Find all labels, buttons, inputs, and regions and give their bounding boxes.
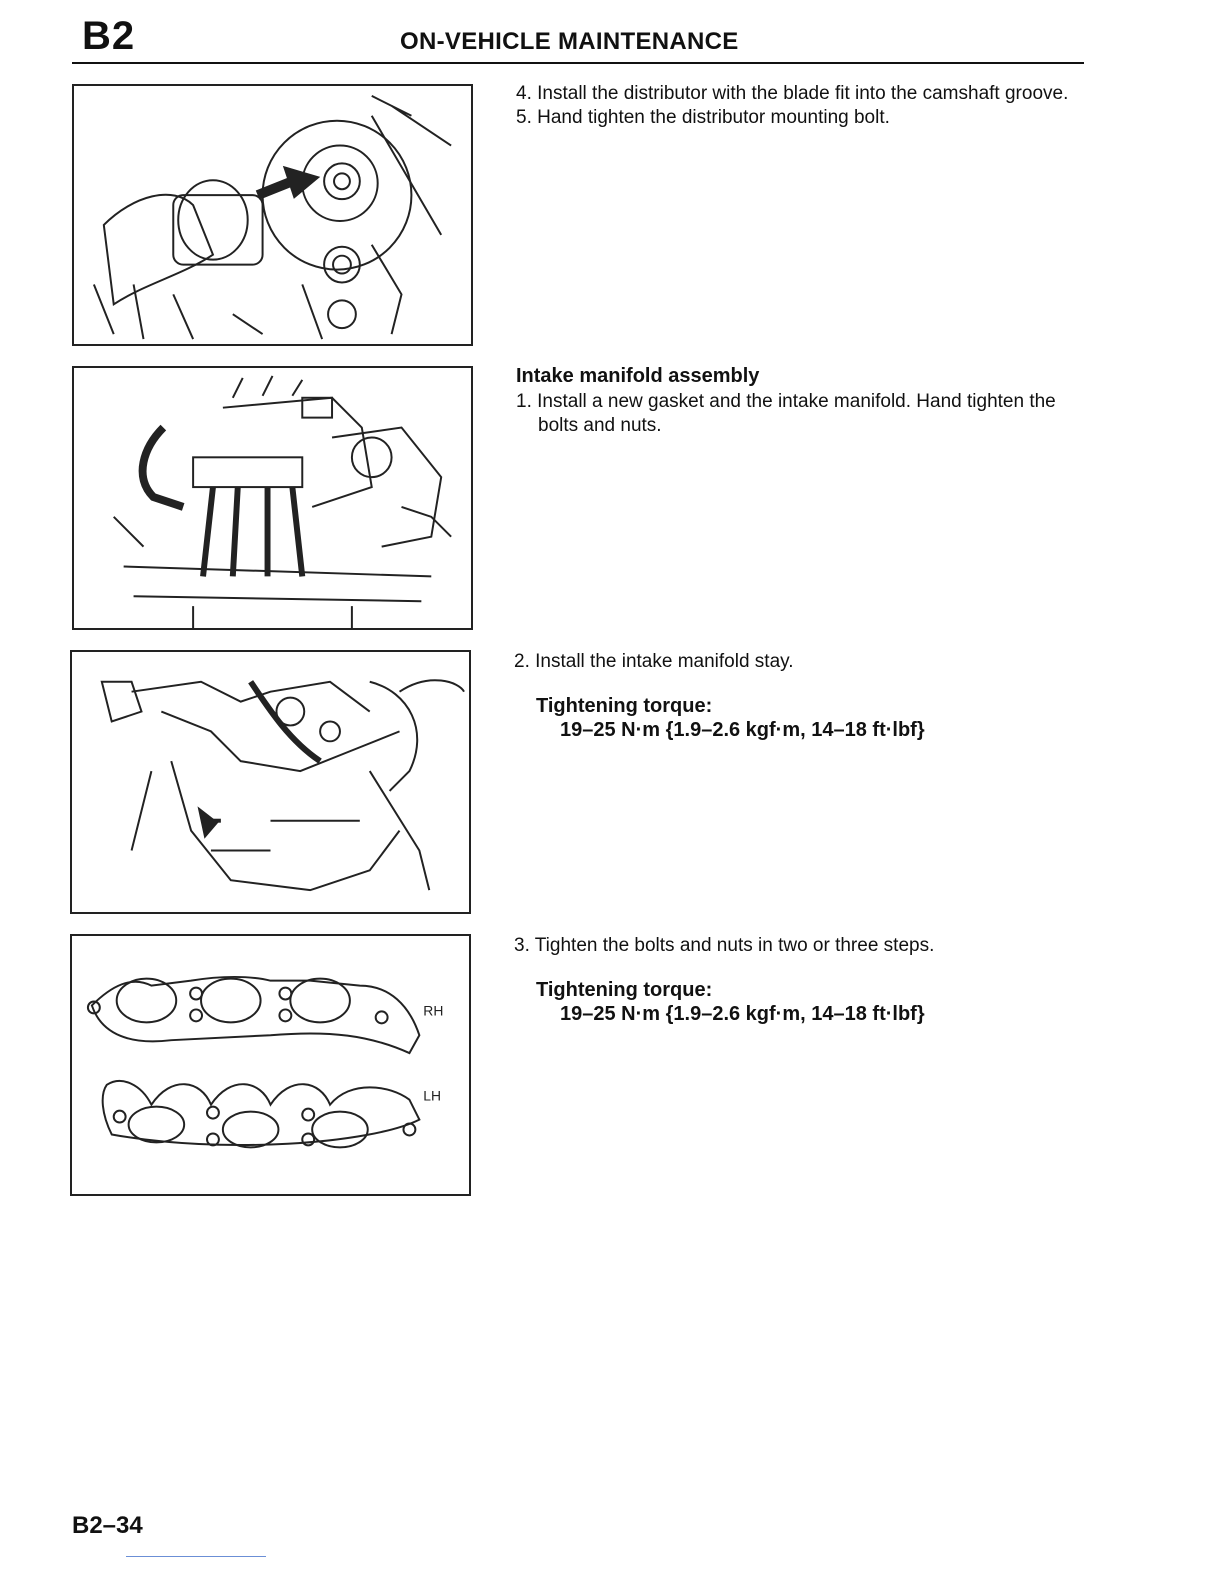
torque-label: Tightening torque: — [536, 979, 713, 1001]
step-2: 2. Install the intake manifold stay. — [514, 651, 794, 672]
rh-label: RH — [423, 1002, 444, 1019]
intake-manifold-steps — [516, 364, 1096, 438]
tightening-steps — [514, 934, 1094, 1026]
gasket-tightening-figure — [70, 934, 471, 1196]
manifold-stay-steps — [514, 650, 1094, 742]
intake-manifold-figure — [72, 366, 473, 630]
torque-value: 19–25 N·m {1.9–2.6 kgf·m, 14–18 ft·lbf} — [560, 719, 925, 741]
page-number: B2–34 — [72, 1512, 143, 1539]
distributor-steps — [516, 82, 1096, 130]
lh-label: LH — [423, 1087, 442, 1104]
header-divider — [72, 62, 1084, 64]
page-title: ON-VEHICLE MAINTENANCE — [400, 28, 739, 55]
step-1: 1. Install a new gasket and the intake manifold. Hand tighten the bolts and nuts. — [516, 391, 1056, 436]
step-4: 4. Install the distributor with the blade fit into the camshaft groove. — [516, 83, 1069, 104]
section-heading: Intake manifold assembly — [516, 365, 760, 387]
torque-label: Tightening torque: — [536, 695, 713, 717]
section-code: B2 — [82, 14, 136, 58]
distributor-figure — [72, 84, 473, 346]
manifold-stay-figure — [70, 650, 471, 914]
step-3: 3. Tighten the bolts and nuts in two or three steps. — [514, 935, 935, 956]
torque-value: 19–25 N·m {1.9–2.6 kgf·m, 14–18 ft·lbf} — [560, 1003, 925, 1025]
step-5: 5. Hand tighten the distributor mounting bolt. — [516, 107, 890, 128]
footer-divider — [126, 1556, 266, 1557]
